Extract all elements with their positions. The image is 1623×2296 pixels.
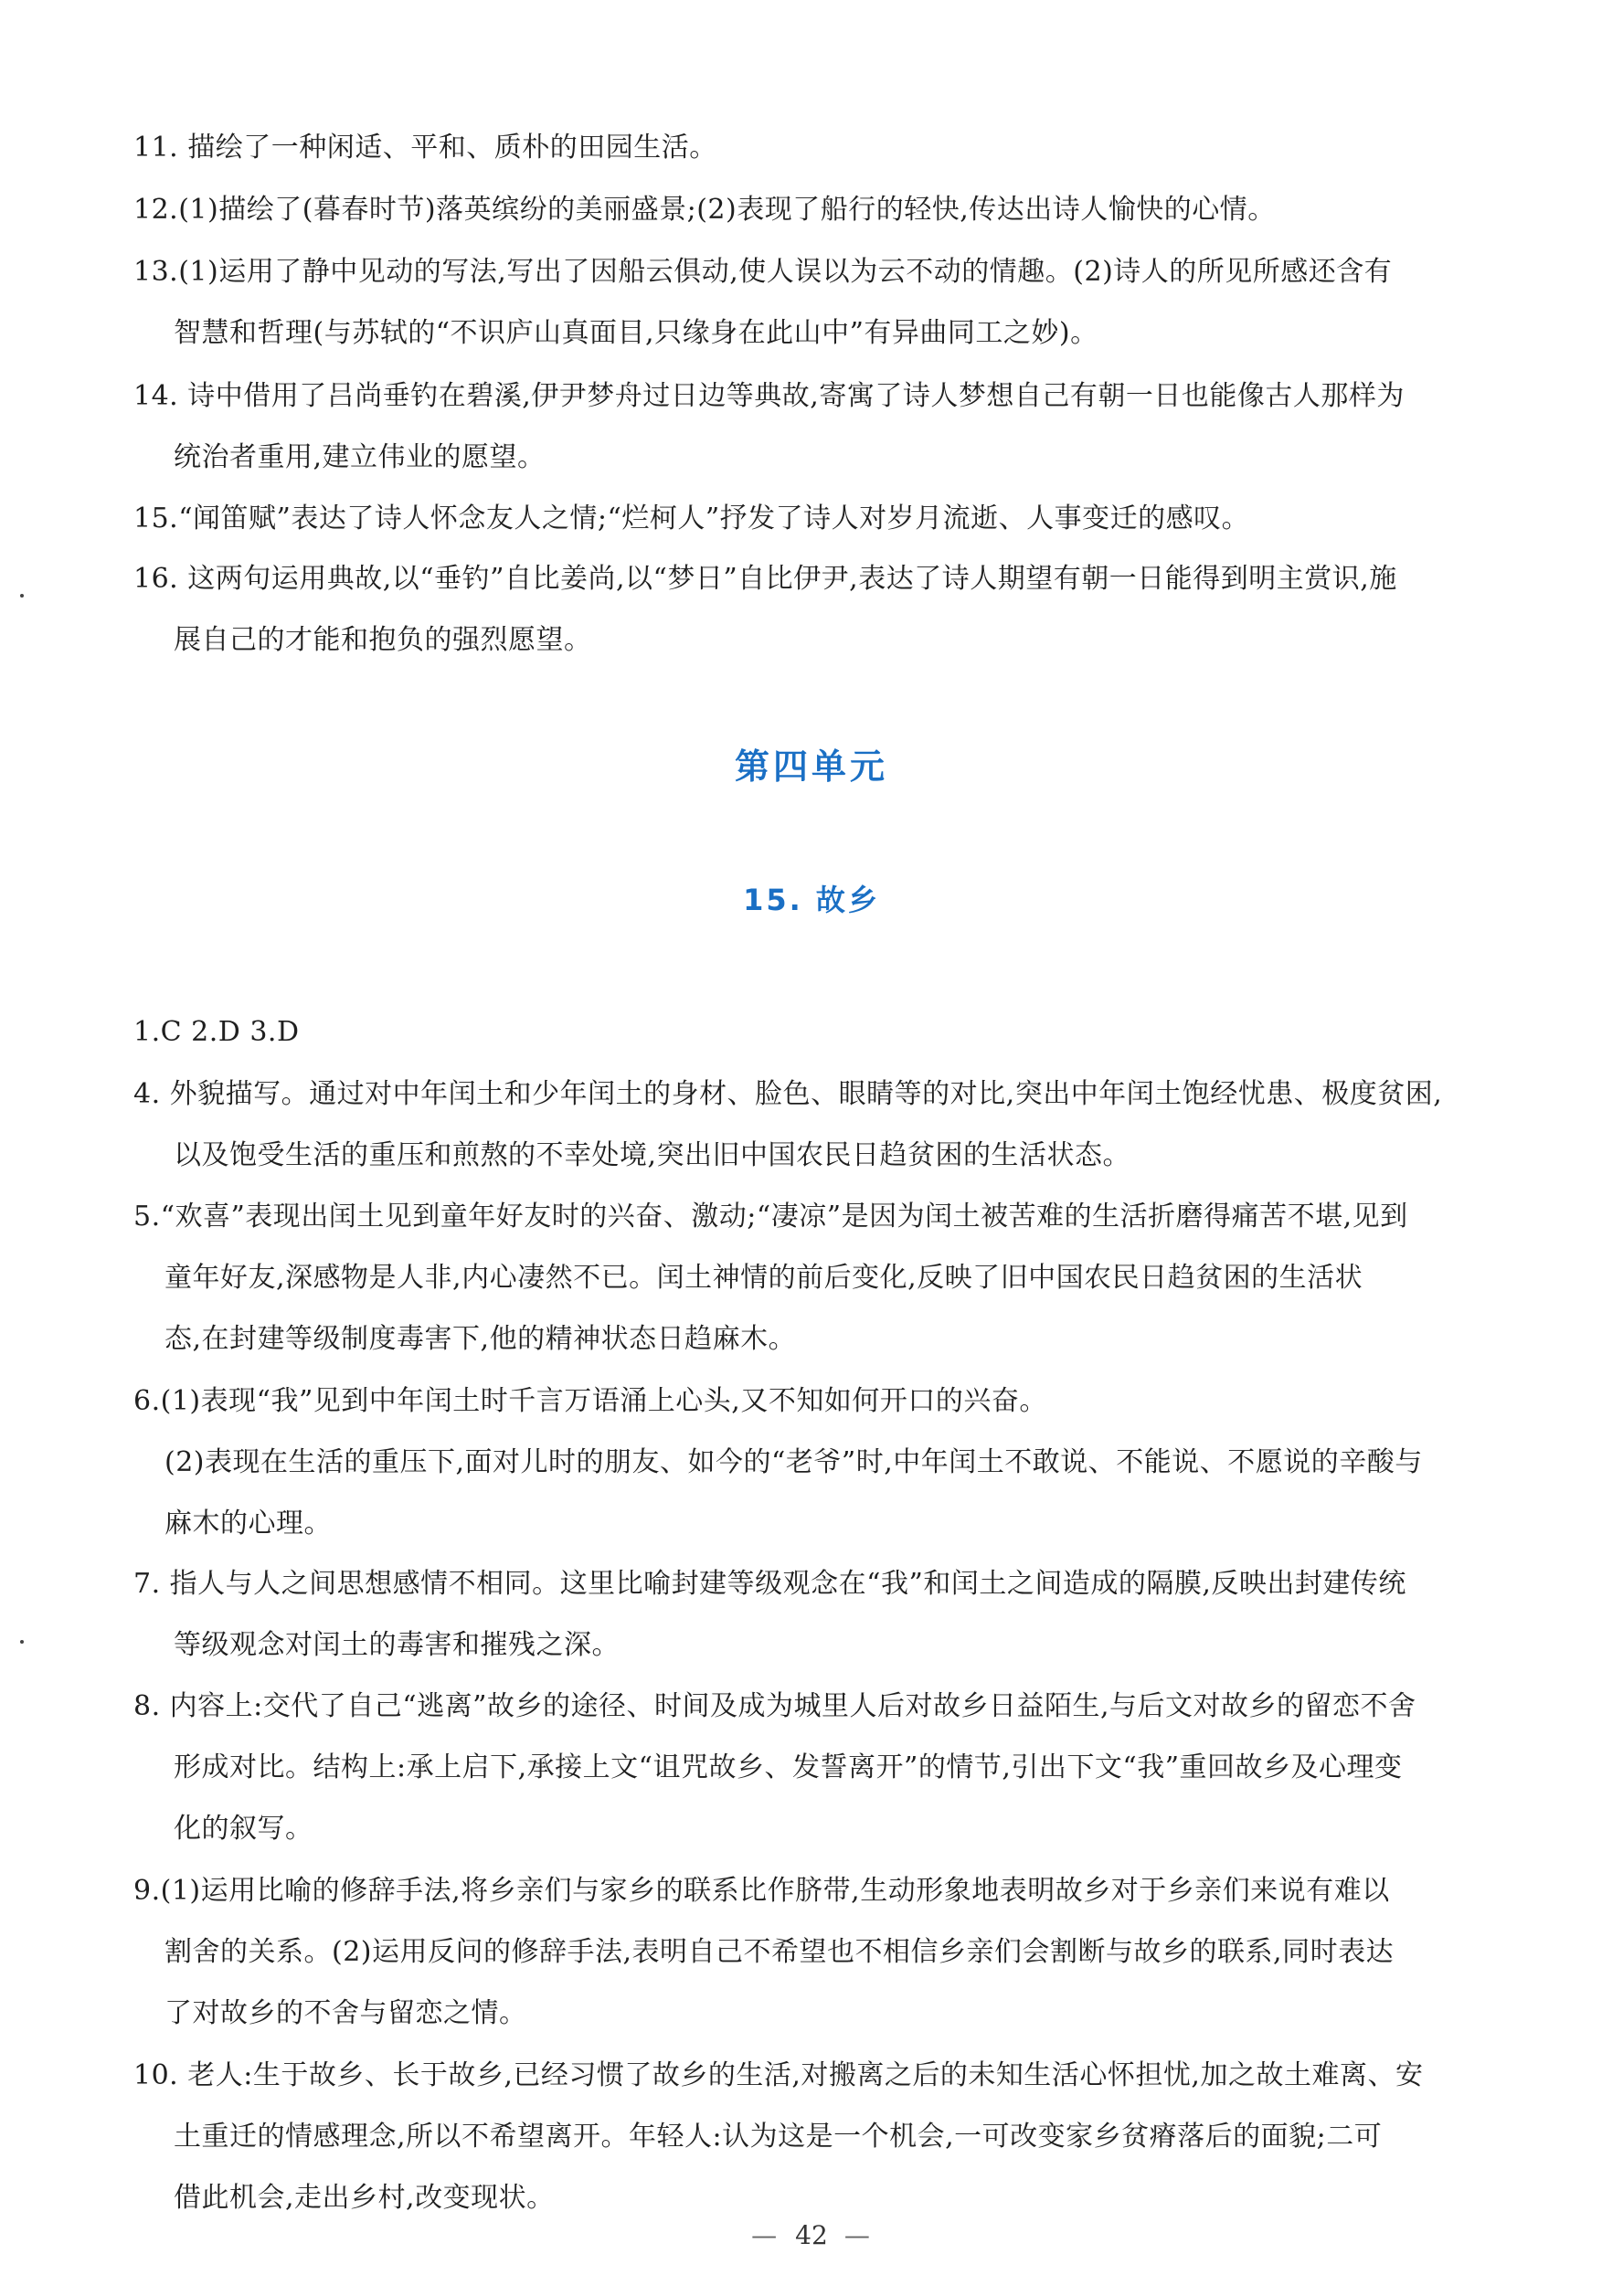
text-line: 统治者重用,建立伟业的愿望。 bbox=[174, 441, 546, 473]
footer-dash-right: — bbox=[843, 2220, 872, 2250]
answer-item-7 bbox=[133, 1553, 1550, 1676]
text-line: 割舍的关系。(2)运用反问的修辞手法,表明自己不希望也不相信乡亲们会割断与故乡的联系,同时表达 bbox=[164, 1936, 1395, 1968]
text-line: 16. 这两句运用典故,以“垂钓”自比姜尚,以“梦日”自比伊尹,表达了诗人期望有朝一日能得到明主赏识,施 bbox=[133, 563, 1397, 595]
text-line: 13.(1)运用了静中见动的写法,写出了因船云俱动,使人误以为云不动的情趣。(2)诗人的所见所感还含有 bbox=[133, 256, 1393, 288]
scan-mark bbox=[20, 1640, 24, 1644]
lesson-title: 15. 故乡 bbox=[743, 883, 880, 917]
text-line: 1.C 2.D 3.D bbox=[133, 1016, 300, 1048]
answer-item-15 bbox=[133, 488, 1550, 549]
answer-item-9 bbox=[133, 1860, 1550, 2044]
text-line: 10. 老人:生于故乡、长于故乡,已经习惯了故乡的生活,对搬离之后的未知生活心怀担忧,加之故土难离、安 bbox=[133, 2059, 1424, 2091]
text-line: 麻木的心理。 bbox=[164, 1508, 332, 1539]
text-line: 15.“闻笛赋”表达了诗人怀念友人之情;“烂柯人”抒发了诗人对岁月流逝、人事变迁的感叹。 bbox=[133, 503, 1250, 534]
answer-item-11 bbox=[133, 117, 1550, 178]
page-number: 42 bbox=[795, 2220, 828, 2250]
text-line: 形成对比。结构上:承上启下,承接上文“诅咒故乡、发誓离开”的情节,引出下文“我”重回故乡及心理变 bbox=[174, 1751, 1403, 1783]
unit-title: 第四单元 bbox=[734, 746, 888, 787]
text-line: 4. 外貌描写。通过对中年闰土和少年闰土的身材、脸色、眼睛等的对比,突出中年闰土饱经忧患、极度贫困, bbox=[133, 1078, 1443, 1110]
footer-dash-left: — bbox=[751, 2220, 780, 2250]
answer-item-13 bbox=[133, 241, 1550, 364]
answer-item-10 bbox=[133, 2045, 1550, 2228]
text-line: 态,在封建等级制度毒害下,他的精神状态日趋麻木。 bbox=[164, 1323, 797, 1355]
answer-item-12 bbox=[133, 179, 1550, 240]
text-line: 11. 描绘了一种闲适、平和、质朴的田园生活。 bbox=[133, 132, 717, 164]
text-line: (2)表现在生活的重压下,面对儿时的朋友、如今的“老爷”时,中年闰土不敢说、不能说、不愿说的辛酸与 bbox=[164, 1446, 1423, 1478]
text-line: 5.“欢喜”表现出闰土见到童年好友时的兴奋、激动;“凄凉”是因为闰土被苦难的生活折磨得痛苦不堪,见到 bbox=[133, 1201, 1408, 1233]
text-line: 展自己的才能和抱负的强烈愿望。 bbox=[174, 624, 592, 656]
text-line: 12.(1)描绘了(暮春时节)落英缤纷的美丽盛景;(2)表现了船行的轻快,传达出诗人愉快的心情。 bbox=[133, 194, 1276, 226]
text-line: 等级观念对闰土的毒害和摧残之深。 bbox=[174, 1629, 620, 1661]
text-line: 7. 指人与人之间思想感情不相同。这里比喻封建等级观念在“我”和闰土之间造成的隔膜,反映出封建传统 bbox=[133, 1568, 1406, 1600]
text-line: 了对故乡的不舍与留恋之情。 bbox=[164, 1997, 527, 2029]
text-line: 14. 诗中借用了吕尚垂钓在碧溪,伊尹梦舟过日边等典故,寄寓了诗人梦想自己有朝一日也能像古人那样为 bbox=[133, 380, 1405, 412]
text-line: 童年好友,深感物是人非,内心凄然不已。闰土神情的前后变化,反映了旧中国农民日趋贫困的生活状 bbox=[164, 1262, 1363, 1294]
text-line: 以及饱受生活的重压和煎熬的不幸处境,突出旧中国农民日趋贫困的生活状态。 bbox=[174, 1139, 1131, 1171]
page-footer bbox=[0, 2220, 1623, 2250]
text-line: 化的叙写。 bbox=[174, 1813, 313, 1845]
answer-item-1-3 bbox=[133, 1001, 1550, 1063]
text-line: 6.(1)表现“我”见到中年闰土时千言万语涌上心头,又不知如何开口的兴奋。 bbox=[133, 1385, 1047, 1417]
text-line: 借此机会,走出乡村,改变现状。 bbox=[174, 2182, 555, 2214]
scan-mark bbox=[20, 594, 24, 598]
text-line: 8. 内容上:交代了自己“逃离”故乡的途径、时间及成为城里人后对故乡日益陌生,与后文对故乡的留恋不舍 bbox=[133, 1690, 1416, 1722]
text-line: 9.(1)运用比喻的修辞手法,将乡亲们与家乡的联系比作脐带,生动形象地表明故乡对于乡亲们来说有难以 bbox=[133, 1875, 1390, 1907]
answer-item-14 bbox=[133, 365, 1550, 488]
answer-item-16 bbox=[133, 548, 1550, 671]
text-line: 土重迁的情感理念,所以不希望离开。年轻人:认为这是一个机会,一可改变家乡贫瘠落后的面貌;二可 bbox=[174, 2121, 1383, 2153]
answer-item-8 bbox=[133, 1676, 1550, 1859]
answer-item-4 bbox=[133, 1063, 1550, 1186]
answer-item-6 bbox=[133, 1370, 1550, 1554]
answer-item-5 bbox=[133, 1186, 1550, 1370]
text-line: 智慧和哲理(与苏轼的“不识庐山真面目,只缘身在此山中”有异曲同工之妙)。 bbox=[174, 317, 1098, 349]
